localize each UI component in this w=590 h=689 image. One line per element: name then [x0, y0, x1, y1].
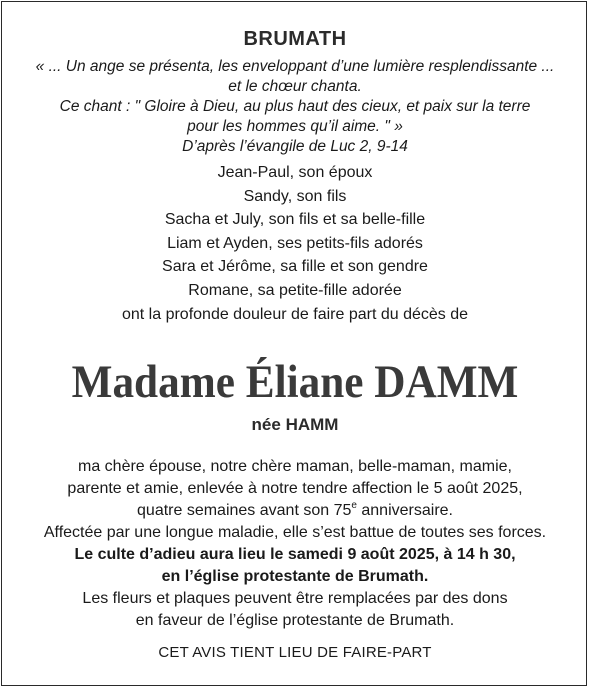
quote-source: D’après l’évangile de Luc 2, 9-14 [182, 138, 408, 155]
family-member: Sacha et July, son fils et sa belle-fille [164, 211, 426, 229]
maiden-name: née HAMM [251, 415, 339, 435]
body-text-segment: quatre semaines avant son 75 [137, 502, 352, 520]
ceremony-line: en l’église protestante de Brumath. [161, 568, 429, 586]
flowers-line: en faveur de l’église protestante de Brumath. [135, 612, 455, 630]
family-member: Romane, sa petite-fille adorée [188, 281, 402, 299]
quote-line: « ... Un ange se présenta, les enveloppant d’une lumière resplendissante ... [35, 58, 555, 75]
family-member: Sara et Jérôme, sa fille et son gendre [162, 258, 428, 276]
announcement-line: ont la profonde douleur de faire part du décès de [121, 305, 469, 323]
quote-line: pour les hommes qu’il aime. " » [187, 118, 403, 135]
body-line: ma chère épouse, notre chère maman, belle-maman, mamie, [78, 458, 512, 476]
flowers-line: Les fleurs et plaques peuvent être remplacées par des dons [82, 590, 508, 608]
body-text-segment: anniversaire. [356, 502, 453, 520]
family-list [0, 161, 590, 326]
body-line [0, 500, 590, 522]
ceremony-line: Le culte d’adieu aura lieu le samedi 9 août 2025, à 14 h 30, [74, 546, 516, 564]
deceased-name: Madame Éliane DAMM [71, 356, 519, 409]
quote-line: Ce chant : " Gloire à Dieu, au plus haut des cieux, et paix sur la terre [59, 98, 531, 115]
obituary-body [0, 456, 590, 632]
body-line: Affectée par une longue maladie, elle s’est battue de toutes ses forces. [43, 524, 547, 542]
family-member: Liam et Ayden, ses petits-fils adorés [167, 234, 423, 252]
town-heading: BRUMATH [243, 28, 347, 50]
family-member: Sandy, son fils [243, 187, 347, 205]
bible-quote [0, 57, 590, 157]
ordinal-superscript: e [351, 500, 357, 512]
body-line: parente et amie, enlevée à notre tendre affection le 5 août 2025, [67, 480, 523, 498]
notice-footer: CET AVIS TIENT LIEU DE FAIRE-PART [158, 644, 432, 662]
quote-line: et le chœur chanta. [228, 78, 362, 95]
family-member: Jean-Paul, son époux [217, 164, 373, 181]
